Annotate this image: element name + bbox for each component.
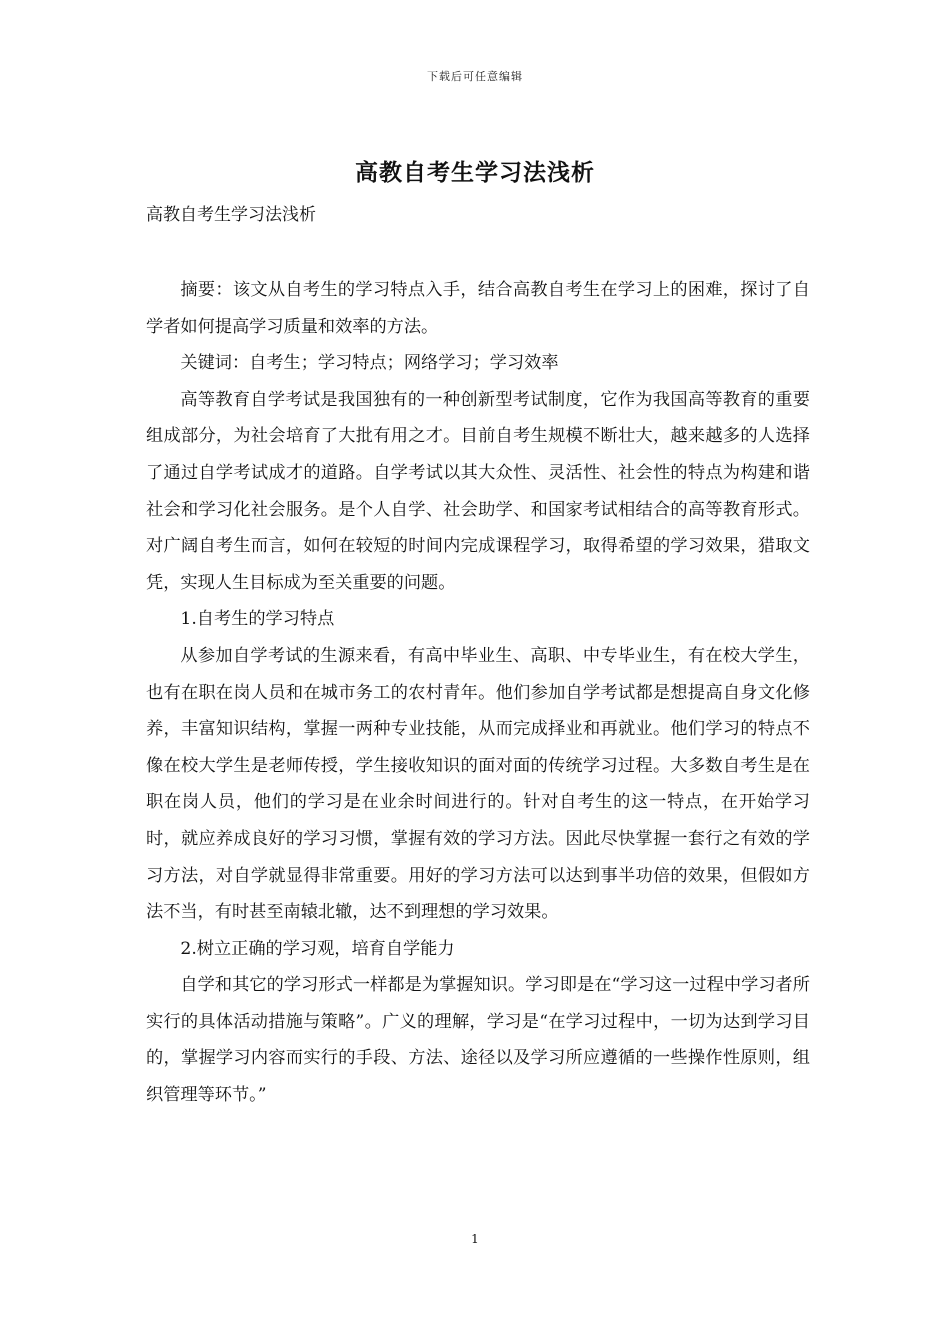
abstract-paragraph: 摘要：该文从自考生的学习特点入手，结合高教自考生在学习上的困难，探讨了自学者如何提高学习质量和效率的方法。 xyxy=(146,280,810,337)
document-subtitle: 高教自考生学习法浅析 xyxy=(146,205,316,225)
section-heading: 2.树立正确的学习观，培育自学能力 xyxy=(180,938,455,959)
body-paragraph: 自学和其它的学习形式一样都是为掌握知识。学习即是在“学习这一过程中学习者所实行的具体活动措施与策略”。广义的理解，学习是“在学习过程中，一切为达到学习目的，掌握学习内容而实行的手段、方法、途径以及学习所应遵循的一些操作性原则，组织管理等环节。” xyxy=(146,975,810,1106)
body-paragraph: 从参加自学考试的生源来看，有高中毕业生、高职、中专毕业生，有在校大学生，也有在职在岗人员和在城市务工的农村青年。他们参加自学考试都是想提高自身文化修养，丰富知识结构，掌握一两种专业技能，从而完成择业和再就业。他们学习的特点不像在校大学生是老师传授，学生接收知识的面对面的传统学习过程。大多数自考生是在职在岗人员，他们的学习是在业余时间进行的。针对自考生的这一特点，在开始学习时，就应养成良好的学习习惯，掌握有效的学习方法。因此尽快掌握一套行之有效的学习方法，对自学就显得非常重要。用好的学习方法可以达到事半功倍的效果，但假如方法不当，有时甚至南辕北辙，达不到理想的学习效果。 xyxy=(146,645,810,923)
body-paragraph: 高等教育自学考试是我国独有的一种创新型考试制度，它作为我国高等教育的重要组成部分，为社会培育了大批有用之才。目前自考生规模不断壮大，越来越多的人选择了通过自学考试成才的道路。自学考试以其大众性、灵活性、社会性的特点为构建和谐社会和学习化社会服务。是个人自学、社会助学、和国家考试相结合的高等教育形式。对广阔自考生而言，如何在较短的时间内完成课程学习，取得希望的学习效果，猎取文凭，实现人生目标成为至关重要的问题。 xyxy=(146,389,810,593)
section-heading: 1.自考生的学习特点 xyxy=(180,609,335,630)
document-title: 高教自考生学习法浅析 xyxy=(355,159,595,186)
page-number: 1 xyxy=(471,1232,479,1246)
document-body xyxy=(146,272,810,1114)
keywords-paragraph: 关键词：自考生；学习特点；网络学习；学习效率 xyxy=(180,353,559,374)
header-note: 下载后可任意编辑 xyxy=(427,70,523,83)
